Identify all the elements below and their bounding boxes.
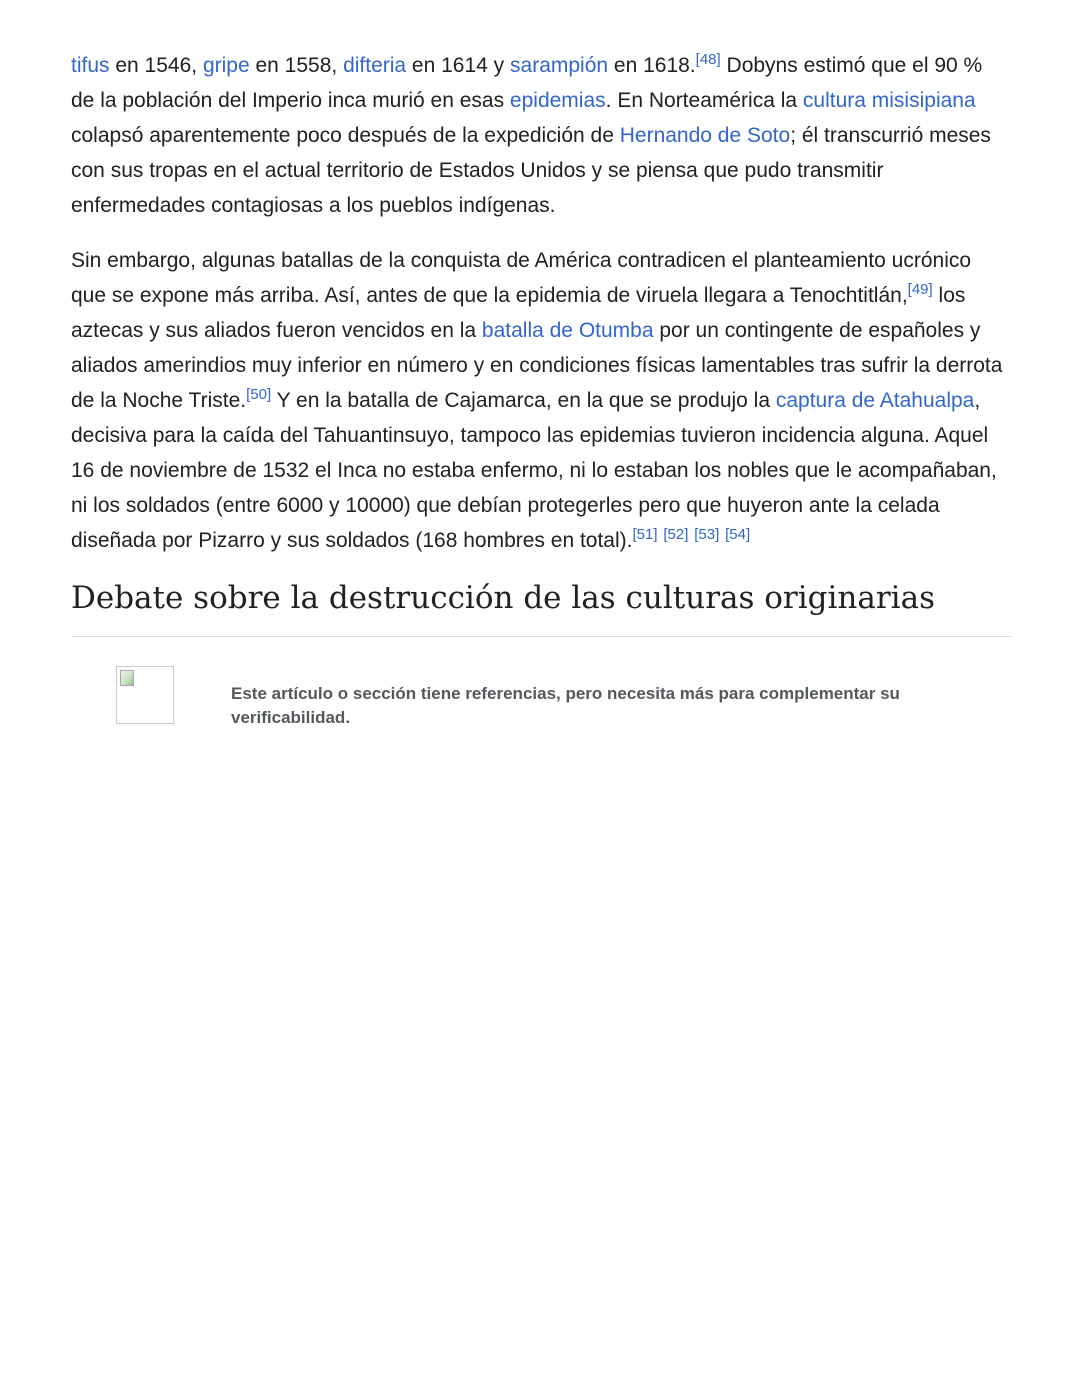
link-epidemias[interactable]: epidemias <box>509 89 606 112</box>
reference-48[interactable]: [48] <box>695 50 721 68</box>
paragraph-battles <box>71 243 1011 558</box>
text: Sin embargo, algunas batallas de la conquista de América contradicen el planteamiento ucrónico que se expone más arriba. Así, antes de que la epidemia de viruela llegara a Tenochtitlán, <box>71 249 972 307</box>
text: ; él transcurrió meses con sus tropas en el actual territorio de Estados Unidos y se piensa que pudo transmitir enfermedades contagiosas a los pueblos indígenas. <box>71 124 991 217</box>
notice-text: Este artículo o sección tiene referencias, pero necesita más para complementar su verificabilidad. <box>231 684 900 727</box>
text: en 1546, <box>109 54 203 77</box>
link-difteria[interactable]: difteria <box>343 54 407 77</box>
link-cultura-misisipiana[interactable]: cultura misisipiana <box>802 89 976 112</box>
text: en 1558, <box>249 54 344 77</box>
section-heading: Debate sobre la destrucción de las culturas originarias <box>71 578 1011 637</box>
reference-52[interactable]: [52] <box>663 525 689 543</box>
text: Dobyns estimó que el 90 % de la población del Imperio inca murió en esas <box>71 54 983 112</box>
broken-image-glyph-icon <box>120 670 134 686</box>
reference-53[interactable]: [53] <box>694 525 720 543</box>
reference-49[interactable]: [49] <box>907 280 933 298</box>
text: Y en la batalla de Cajamarca, en la que se produjo la <box>271 389 776 412</box>
text: los aztecas y sus aliados fueron vencidos en la <box>71 284 966 342</box>
link-batalla-de-otumba[interactable]: batalla de Otumba <box>481 319 654 342</box>
reference-50[interactable]: [50] <box>246 385 272 403</box>
broken-image-icon <box>116 666 174 724</box>
text: , decisiva para la caída del Tahuantinsuyo, tampoco las epidemias tuvieron incidencia alguna. Aquel 16 de noviembre de 1532 el Inca no estaba enfermo, ni lo estaban los nobles que le acompañaban, ni los soldados (entre 6000 y 10000) que debían protegerles pero que huyeron ante la celada diseñada por Pizarro y sus soldados (168 hombres en total). <box>71 389 997 552</box>
reference-51[interactable]: [51] <box>632 525 658 543</box>
text: en 1614 y <box>406 54 511 77</box>
link-hernando-de-soto[interactable]: Hernando de Soto <box>619 124 791 147</box>
text: . En Norteamérica la <box>605 89 803 112</box>
link-captura-de-atahualpa[interactable]: captura de Atahualpa <box>775 389 975 412</box>
link-gripe[interactable]: gripe <box>202 54 250 77</box>
link-tifus[interactable]: tifus <box>71 54 110 77</box>
reference-54[interactable]: [54] <box>725 525 751 543</box>
paragraph-epidemics <box>71 48 1011 223</box>
article-content <box>71 48 1011 756</box>
text: colapsó aparentemente poco después de la expedición de <box>71 124 620 147</box>
link-sarampion[interactable]: sarampión <box>510 54 609 77</box>
text: por un contingente de españoles y aliados amerindios muy inferior en número y en condiciones físicas lamentables tras sufrir la derrota de la Noche Triste. <box>71 319 1003 412</box>
text: en 1618. <box>608 54 696 77</box>
notice-box <box>71 666 1011 756</box>
